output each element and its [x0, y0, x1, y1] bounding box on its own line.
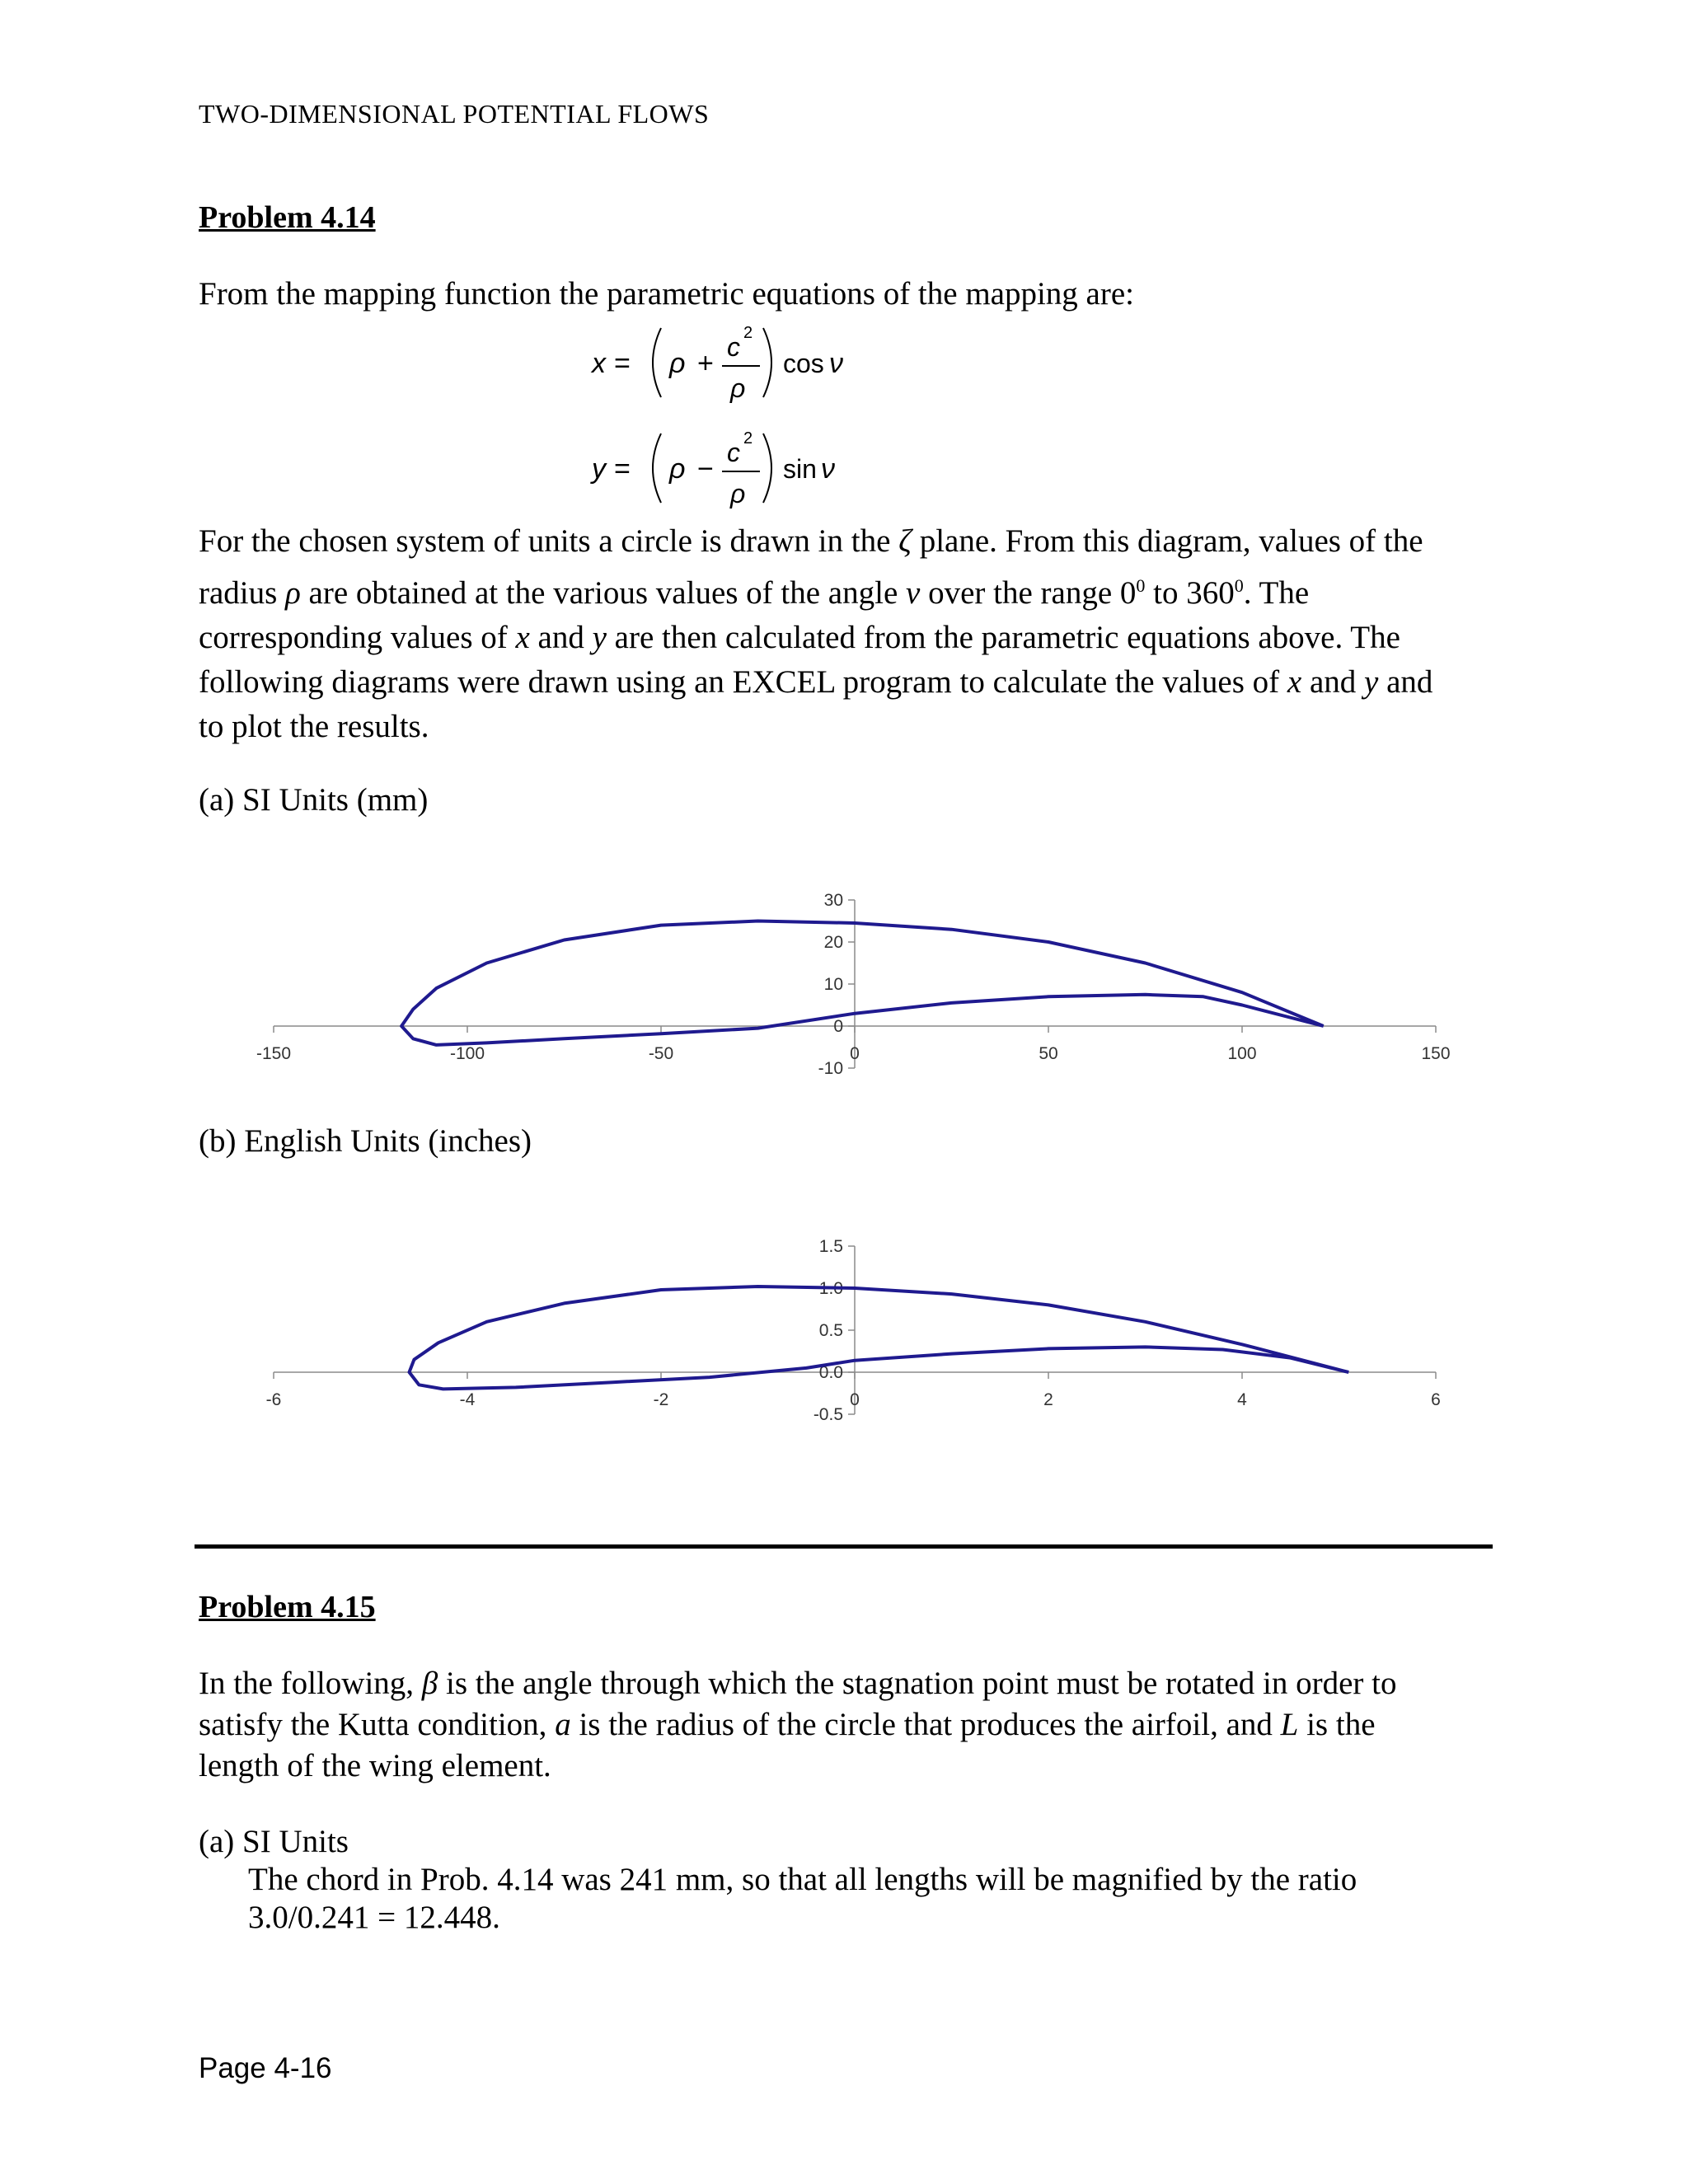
y-symbol: y — [592, 620, 607, 655]
problem-4-15-body — [248, 1861, 1484, 1937]
airfoil-chart-english — [223, 1220, 1459, 1434]
x-tick-label: 6 — [1431, 1390, 1441, 1409]
text-span: are then calculated from the parametric equations above. The — [606, 620, 1400, 655]
x-tick-label: -50 — [648, 1044, 674, 1063]
degree-sup: 0 — [1234, 575, 1244, 596]
text-span: following diagrams were drawn using an EXCEL program to calculate the values of — [199, 664, 1287, 700]
eq-x-num: c — [727, 332, 740, 362]
a-symbol: a — [555, 1707, 571, 1742]
p415-line-3: length of the wing element. — [199, 1748, 551, 1783]
problem-4-14-intro: From the mapping function the parametric equations of the mapping are: — [199, 276, 1134, 312]
eq-x-den: ρ — [730, 373, 746, 403]
eq-y-sup: 2 — [743, 429, 753, 448]
label-si-units-mm: (a) SI Units (mm) — [199, 782, 429, 818]
text-span: plane. From this diagram, values of the — [911, 523, 1423, 559]
eq-y-angle: ν — [821, 453, 835, 485]
airfoil-chart-si — [223, 874, 1459, 1088]
eq-y-trig: sin — [783, 454, 817, 484]
p415-body-line-2: 3.0/0.241 = 12.448. — [248, 1900, 500, 1935]
x-tick-label: -6 — [265, 1390, 282, 1409]
eq-y-lhs: y = — [592, 453, 631, 485]
eq-y-den: ρ — [730, 479, 746, 509]
text-span: and — [1378, 664, 1433, 700]
problem-4-14-paragraph — [199, 519, 1501, 749]
y-tick-label: 0 — [833, 1017, 843, 1036]
problem-4-15-title: Problem 4.15 — [199, 1590, 376, 1624]
text-span: over the range — [920, 575, 1120, 611]
text-span: are obtained at the various values of the angle — [300, 575, 907, 611]
y-tick-label: 1.5 — [818, 1237, 843, 1256]
text-span: and — [529, 620, 593, 655]
x-tick-label: -2 — [653, 1390, 669, 1409]
y-tick-label: 20 — [823, 933, 843, 952]
y-tick-label: -10 — [818, 1059, 843, 1078]
p415-body-line-1: The chord in Prob. 4.14 was 241 mm, so that all lengths will be magnified by the ratio — [248, 1862, 1357, 1897]
text-span: satisfy the Kutta condition, — [199, 1707, 556, 1742]
y-tick-label: -0.5 — [813, 1405, 843, 1424]
eq-x-op: + — [697, 348, 714, 379]
parametric-equations — [577, 313, 907, 511]
text-span: is the — [1298, 1707, 1376, 1742]
text-span: corresponding values of — [199, 620, 516, 655]
section-divider — [195, 1544, 1493, 1549]
text-span: is the angle through which the stagnation point must be rotated in order to — [438, 1666, 1397, 1701]
paragraph-line-5: to plot the results. — [199, 709, 429, 744]
equation-y — [590, 429, 835, 509]
running-header: TWO-DIMENSIONAL POTENTIAL FLOWS — [199, 99, 710, 129]
x-tick-label: 2 — [1043, 1390, 1053, 1409]
paragraph-line-2 — [199, 564, 1501, 616]
y-tick-label: 30 — [823, 891, 843, 910]
x-tick-label: 100 — [1227, 1044, 1257, 1063]
x-tick-label: 0 — [850, 1044, 860, 1063]
equation-x — [590, 324, 843, 403]
eq-y-num: c — [727, 438, 740, 467]
x-tick-label: -100 — [449, 1044, 485, 1063]
label-english-units-inches: (b) English Units (inches) — [199, 1123, 532, 1159]
eq-x-lparen — [653, 328, 661, 397]
text-span: For the chosen system of units a circle is drawn in the — [199, 523, 899, 559]
paragraph-line-3 — [199, 616, 1501, 660]
rho-symbol: ρ — [285, 575, 301, 611]
eq-x-lhs: x = — [592, 348, 631, 379]
problem-4-14-title: Problem 4.14 — [199, 200, 376, 235]
y-tick-label: 10 — [823, 975, 843, 994]
text-span: In the following, — [199, 1666, 422, 1701]
p415-line-1 — [199, 1663, 1501, 1704]
L-symbol: L — [1280, 1707, 1299, 1742]
x-tick-label: -150 — [256, 1044, 292, 1063]
paragraph-line-1 — [199, 519, 1501, 564]
airfoil-series-line — [410, 1286, 1349, 1389]
text-span: . The — [1243, 575, 1310, 611]
eq-x-rparen — [763, 328, 771, 397]
eq-y-op: − — [697, 453, 714, 485]
label-si-units: (a) SI Units — [199, 1824, 349, 1859]
text-span: is the radius of the circle that produces the airfoil, and — [570, 1707, 1281, 1742]
y-tick-label: 0.5 — [818, 1321, 843, 1340]
y-tick-label: 0.0 — [818, 1363, 843, 1382]
x-symbol: x — [1287, 664, 1302, 700]
x-tick-label: 0 — [850, 1390, 860, 1409]
page-number: Page 4-16 — [199, 2052, 332, 2084]
paragraph-line-4 — [199, 660, 1501, 705]
p415-line-2 — [199, 1704, 1501, 1746]
y-tick-label: 1.0 — [818, 1279, 843, 1298]
x-tick-label: 50 — [1039, 1044, 1058, 1063]
x-tick-label: 4 — [1237, 1390, 1247, 1409]
eq-x-trig: cos — [783, 349, 824, 378]
text-span: radius — [199, 575, 286, 611]
y-symbol: y — [1364, 664, 1379, 700]
eq-x-sup: 2 — [743, 324, 753, 342]
problem-4-15-paragraph — [199, 1663, 1501, 1787]
eq-y-lparen — [653, 434, 661, 503]
text-span: to — [1145, 575, 1187, 611]
x-tick-label: -4 — [459, 1390, 476, 1409]
x-tick-label: 150 — [1421, 1044, 1451, 1063]
eq-y-rho: ρ — [669, 453, 686, 485]
zeta-symbol: ζ — [898, 523, 912, 559]
eq-x-rho: ρ — [669, 348, 686, 379]
x-symbol: x — [515, 620, 530, 655]
range-start: 0 — [1119, 575, 1137, 611]
nu-symbol: ν — [906, 575, 921, 611]
range-end: 360 — [1186, 575, 1235, 611]
degree-sup: 0 — [1136, 575, 1146, 596]
beta-symbol: β — [421, 1666, 438, 1701]
text-span: and — [1301, 664, 1365, 700]
eq-y-rparen — [763, 434, 771, 503]
eq-x-angle: ν — [829, 348, 843, 379]
